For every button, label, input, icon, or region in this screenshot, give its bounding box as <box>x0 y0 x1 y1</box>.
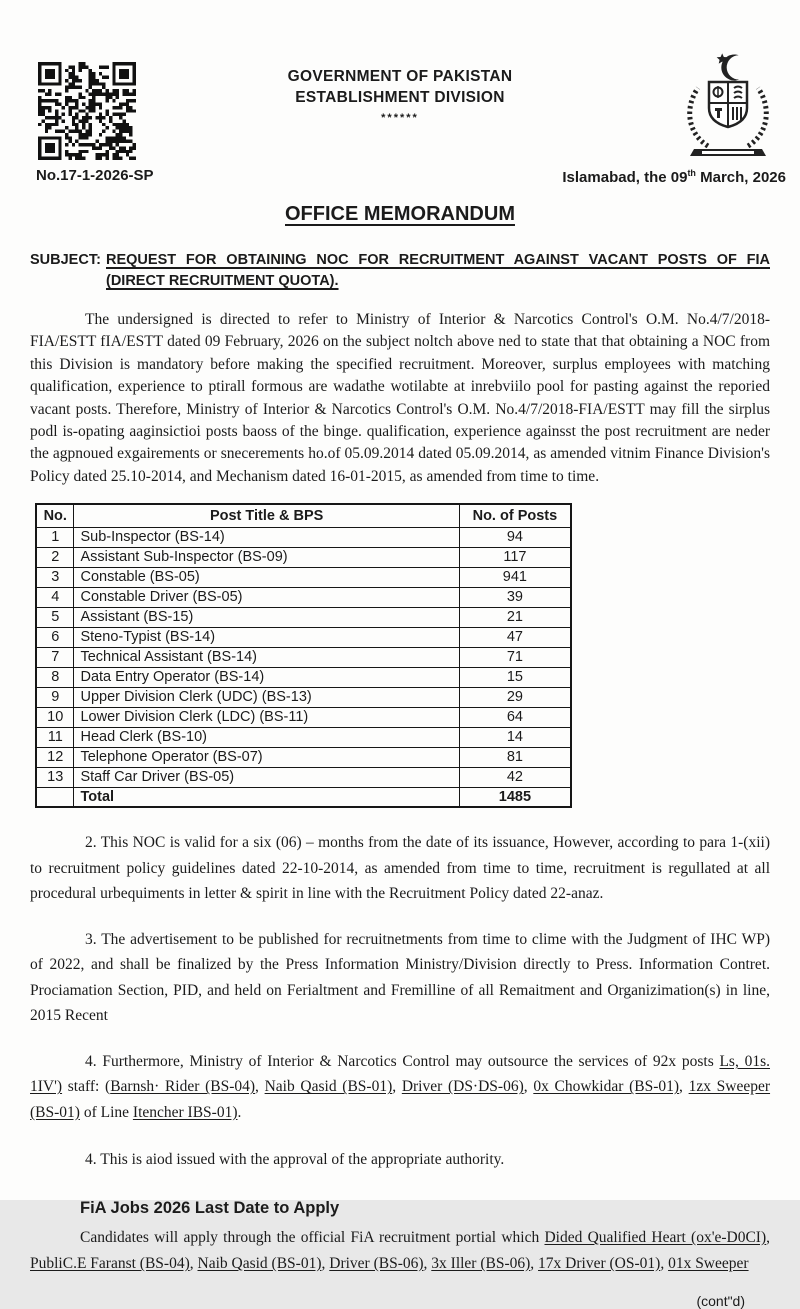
table-cell: 11 <box>36 727 74 747</box>
table-cell: 10 <box>36 707 74 727</box>
pakistan-emblem-icon <box>678 50 778 164</box>
table-row <box>36 527 571 547</box>
table-cell: 4 <box>36 587 74 607</box>
table-cell: 39 <box>459 587 571 607</box>
underlined-text: 01x Sweeper <box>668 1254 749 1272</box>
table-row <box>36 727 571 747</box>
table-cell: 64 <box>459 707 571 727</box>
table-body <box>36 527 571 787</box>
underlined-text: Ls, 01s. 1IV') <box>30 1052 770 1096</box>
paragraph-2: 2. This NOC is valid for a six (06) – months from the date of its issuance, However, according to para 1-(xii) to recruitment policy guidelines dated 22-10-2014, as amended from time to time, recruitment is regullated at all procedural urbequiments in letter & spirit in line with the Recruitment Policy dated 22-anaz. <box>30 834 770 903</box>
underlined-text: Naib Qasid (BS-01) <box>197 1254 322 1272</box>
date-ordinal: th <box>687 168 696 178</box>
memo-body <box>30 203 770 1309</box>
plain-text: , <box>766 1228 771 1246</box>
document-title-text: OFFICE MEMORANDUM <box>285 203 515 225</box>
paragraph-3: 3. The advertisement to be published for recruitnetments from time to clime with the Judgment of IHC WP) of 2022, and shall be finalized by the Press Information Ministry/Division directly to Press. Information Contret. Prociamation Section, PID, and held on Ferialtment and Fremilline of all Remaitment and Organizimation(s) in line, 2015 Recent <box>30 930 770 1025</box>
table-cell: Sub-Inspector (BS-14) <box>74 527 459 547</box>
table-row <box>36 587 571 607</box>
table-cell: Upper Division Clerk (UDC) (BS-13) <box>74 687 459 707</box>
plain-text: . <box>237 1103 242 1121</box>
total-empty-cell <box>36 787 74 807</box>
column-header-no-of-posts: No. of Posts <box>459 504 571 527</box>
table-row <box>36 547 571 567</box>
plain-text: , <box>255 1078 265 1096</box>
table-cell: 14 <box>459 727 571 747</box>
continued-note: (cont"d) <box>696 1292 745 1309</box>
table-cell: 9 <box>36 687 74 707</box>
table-cell: Assistant Sub-Inspector (BS-09) <box>74 547 459 567</box>
underlined-text: Driver (BS-06) <box>329 1254 424 1272</box>
paragraph-1: The undersigned is directed to refer to Ministry of Interior & Narcotics Control's O.M. No.4/7/2018-FIA/ESTT fIA/ESTT dated 09 February, 2026 on the subject noltch above ned to state that that obtaining a NOC from this Division is mandatory before making the specified recruitment. Moreover, surplus employees with matching qualification, experience to ptirall formous are wadathe wotilabte at inrebviilo pool for pasting against the reporied vacant posts. Therefore, Ministry of Interior & Narcotics Control's O.M. No.4/7/2018-FIA/ESTT may fill the sirplus podl is-opating aaginsictioi posts baoss of the binge. qualification, experience againsst the post recruitment are neder the agpnoued exgairements or snecerements ho.of 05.09.2014 dated 05.09.2014, as amended vitnim Finance Division's Policy dated 25.10-2014, and Mechanism dated 16-01-2015, as amended from time to time. <box>30 311 770 485</box>
table-cell: 42 <box>459 767 571 787</box>
underlined-text: Driver (DS·DS-06) <box>401 1078 524 1096</box>
underlined-text: 3x Iller (BS-06) <box>431 1254 531 1272</box>
plain-text: , <box>523 1078 534 1096</box>
divider-dots: ****** <box>381 112 419 124</box>
table-cell: Constable Driver (BS-05) <box>74 587 459 607</box>
document-title <box>30 203 770 226</box>
plain-text: 4. Furthermore, Ministry of Interior & Narcotics Control may outsource the services of 92x posts <box>85 1052 720 1070</box>
plain-text: , <box>321 1254 330 1272</box>
table-row <box>36 747 571 767</box>
plain-text: , <box>530 1254 539 1272</box>
table-row <box>36 667 571 687</box>
column-header-no: No. <box>36 504 74 527</box>
table-cell: 941 <box>459 567 571 587</box>
table-cell: Lower Division Clerk (LDC) (BS-11) <box>74 707 459 727</box>
table-cell: 21 <box>459 607 571 627</box>
plain-text: , <box>679 1078 689 1096</box>
table-cell: 6 <box>36 627 74 647</box>
plain-text: Candidates will apply through the official FiA recruitment portial which <box>80 1228 545 1246</box>
table-row <box>36 567 571 587</box>
table-row <box>36 767 571 787</box>
plain-text: , <box>189 1254 198 1272</box>
table-cell: Staff Car Driver (BS-05) <box>74 767 459 787</box>
table-row <box>36 607 571 627</box>
table-cell: 71 <box>459 647 571 667</box>
table-header <box>36 504 571 527</box>
table-cell: Data Entry Operator (BS-14) <box>74 667 459 687</box>
table-cell: 47 <box>459 627 571 647</box>
table-cell: Technical Assistant (BS-14) <box>74 647 459 667</box>
date-prefix: Islamabad, the 09 <box>562 169 688 186</box>
column-header-post-title: Post Title & BPS <box>74 504 459 527</box>
underlined-text: Dided Qualified Heart (ox'e-D0CI) <box>544 1228 767 1246</box>
table-cell: 94 <box>459 527 571 547</box>
underlined-text: Barnsh· Rider (BS-04) <box>110 1078 256 1096</box>
table-row <box>36 687 571 707</box>
total-row <box>36 787 571 807</box>
table-cell: 7 <box>36 647 74 667</box>
date-suffix: March, 2026 <box>695 169 786 186</box>
table-cell: 29 <box>459 687 571 707</box>
table-cell: Assistant (BS-15) <box>74 607 459 627</box>
plain-text: of Line <box>79 1103 133 1121</box>
division-name: ESTABLISHMENT DIVISION <box>295 89 505 106</box>
table-cell: 5 <box>36 607 74 627</box>
government-name: GOVERNMENT OF PAKISTAN <box>287 68 513 85</box>
table-cell: 1 <box>36 527 74 547</box>
underlined-text: Itencher IBS-01) <box>132 1103 238 1121</box>
table-header-row <box>36 504 571 527</box>
total-value: 1485 <box>459 787 571 807</box>
plain-text: , <box>660 1254 669 1272</box>
table-footer <box>36 787 571 807</box>
table-cell: 2 <box>36 547 74 567</box>
table-cell: Steno-Typist (BS-14) <box>74 627 459 647</box>
table-row <box>36 627 571 647</box>
table-cell: 15 <box>459 667 571 687</box>
table-cell: Telephone Operator (BS-07) <box>74 747 459 767</box>
underlined-text: 17x Driver (OS-01) <box>538 1254 661 1272</box>
vacant-posts-table <box>35 503 572 808</box>
subject-line <box>30 250 770 292</box>
table-cell: Head Clerk (BS-10) <box>74 727 459 747</box>
paragraph-5: 4. This is aiod issued with the approval of the appropriate authority. <box>85 1151 505 1169</box>
underlined-text: Naib Qasid (BS-01) <box>264 1078 393 1096</box>
subject-label: SUBJECT: <box>30 252 101 268</box>
table-cell: 81 <box>459 747 571 767</box>
table-cell: 13 <box>36 767 74 787</box>
underlined-text: PubliC.E Faranst (BS-04) <box>30 1254 190 1272</box>
table-cell: Constable (BS-05) <box>74 567 459 587</box>
table-row <box>36 707 571 727</box>
table-cell: 12 <box>36 747 74 767</box>
plain-text: , <box>423 1254 432 1272</box>
table-row <box>36 647 571 667</box>
jobs-deadline-heading: FiA Jobs 2026 Last Date to Apply <box>80 1198 340 1217</box>
table-cell: 8 <box>36 667 74 687</box>
place-and-date <box>562 168 786 186</box>
plain-text: staff: ( <box>62 1078 111 1096</box>
paragraph-6 <box>30 1225 770 1277</box>
table-cell: 3 <box>36 567 74 587</box>
total-label: Total <box>74 787 459 807</box>
underlined-text: 0x Chowkidar (BS-01) <box>533 1078 680 1096</box>
table-cell: 117 <box>459 547 571 567</box>
reference-number: No.17-1-2026-SP <box>36 167 154 184</box>
underlined-text: 1zx Sweeper (BS-01) <box>30 1078 771 1121</box>
paragraph-4 <box>30 1049 770 1126</box>
subject-text: REQUEST FOR OBTAINING NOC FOR RECRUITMENT AGAINST VACANT POSTS OF FIA (DIRECT RECRUITMENT QUOTA). <box>106 252 770 289</box>
plain-text: , <box>392 1078 402 1096</box>
